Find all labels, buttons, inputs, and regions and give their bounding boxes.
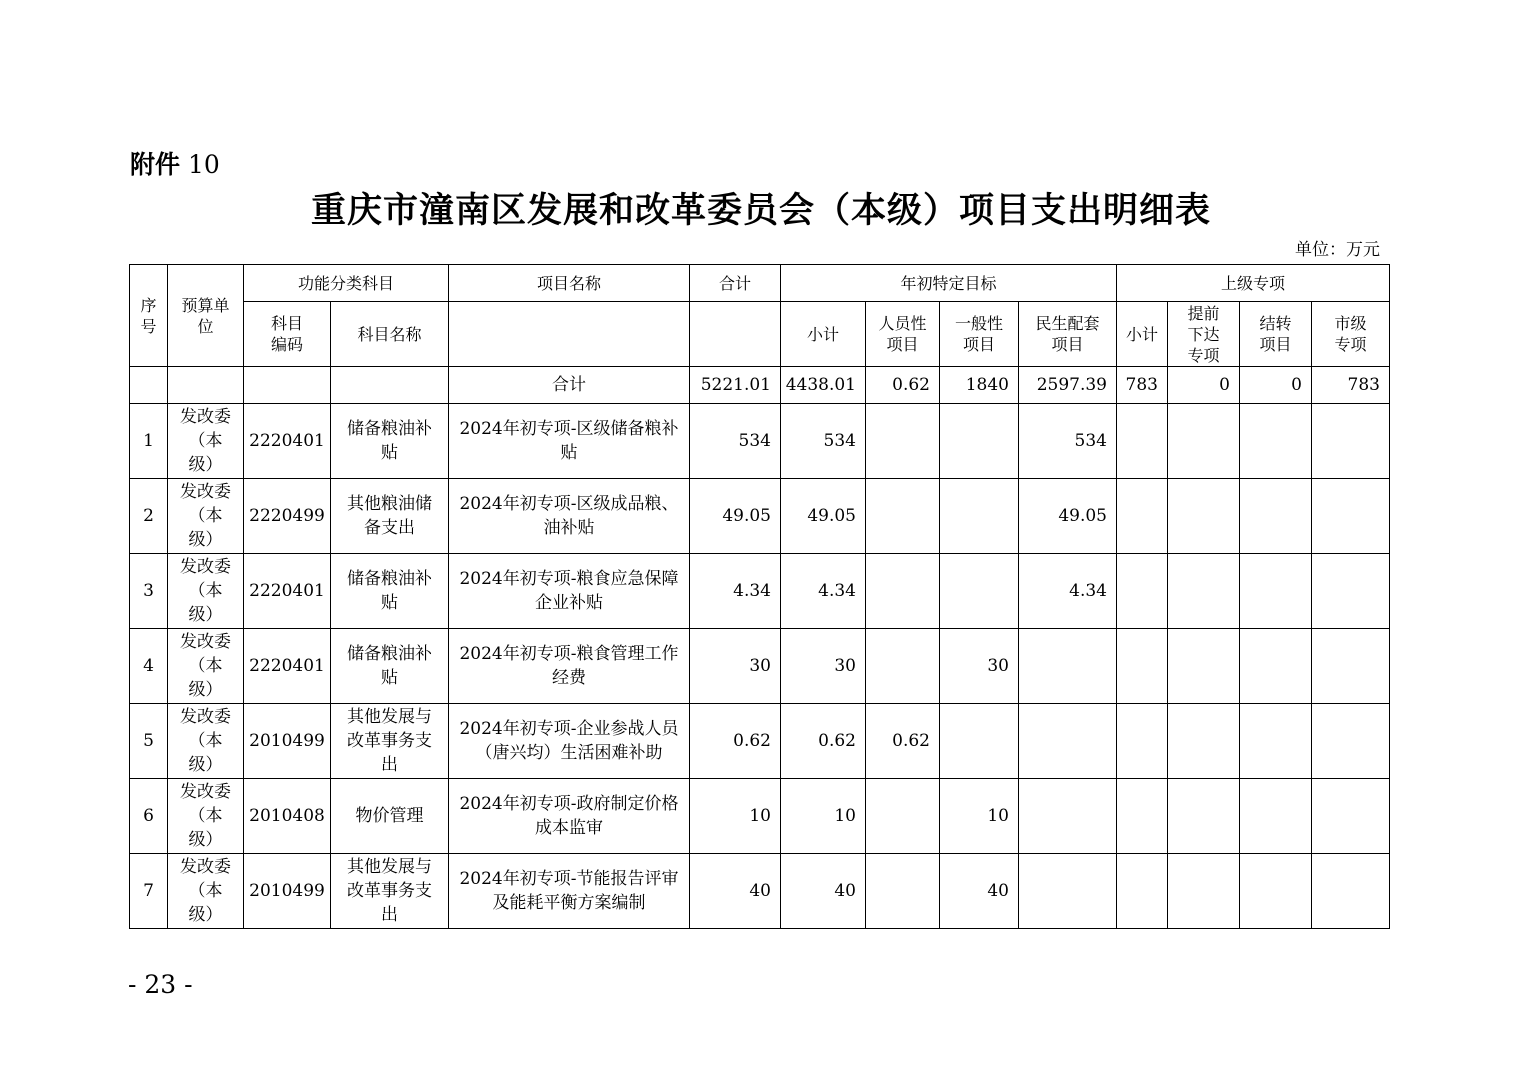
row-budget-unit: 发改委（本级）	[168, 554, 244, 629]
row-seq: 1	[130, 404, 168, 479]
header-budget-unit: 预算单位	[168, 265, 244, 367]
row-carryover	[1240, 629, 1312, 704]
attachment-word: 附件	[130, 150, 181, 179]
row-project-name: 2024年初专项-政府制定价格成本监审	[449, 779, 690, 854]
row-sup-subtotal	[1117, 854, 1168, 929]
row-advance	[1168, 854, 1240, 929]
table-row	[130, 554, 1390, 629]
row-subtotal: 10	[781, 779, 866, 854]
row-sup-subtotal	[1117, 404, 1168, 479]
unit-label: 单位：万元	[1295, 240, 1380, 260]
row-city	[1312, 704, 1390, 779]
row-advance	[1168, 554, 1240, 629]
header-empty-total	[690, 302, 781, 367]
header-superior-special: 上级专项	[1117, 265, 1390, 302]
row-subject-code: 2220401	[244, 404, 331, 479]
row-livelihood	[1019, 854, 1117, 929]
row-personnel: 0.62	[866, 704, 940, 779]
row-general	[940, 479, 1019, 554]
row-subject-code: 2010499	[244, 854, 331, 929]
expenditure-table	[129, 264, 1390, 929]
row-city	[1312, 554, 1390, 629]
row-budget-unit: 发改委（本级）	[168, 629, 244, 704]
row-general: 40	[940, 854, 1019, 929]
header-personnel: 人员性项目	[866, 302, 940, 367]
row-total: 30	[690, 629, 781, 704]
row-subject-name: 储备粮油补贴	[331, 404, 449, 479]
header-annual-target: 年初特定目标	[781, 265, 1117, 302]
total-subtotal: 4438.01	[781, 367, 866, 404]
total-total: 5221.01	[690, 367, 781, 404]
row-personnel	[866, 404, 940, 479]
total-row	[130, 367, 1390, 404]
total-general: 1840	[940, 367, 1019, 404]
row-carryover	[1240, 854, 1312, 929]
row-general	[940, 404, 1019, 479]
row-seq: 5	[130, 704, 168, 779]
row-subject-name: 其他发展与改革事务支出	[331, 704, 449, 779]
header-empty-project	[449, 302, 690, 367]
header-subtotal: 小计	[781, 302, 866, 367]
row-total: 10	[690, 779, 781, 854]
row-livelihood: 49.05	[1019, 479, 1117, 554]
header-sup-subtotal: 小计	[1117, 302, 1168, 367]
row-total: 4.34	[690, 554, 781, 629]
total-label: 合计	[449, 367, 690, 404]
header-city: 市级专项	[1312, 302, 1390, 367]
total-livelihood: 2597.39	[1019, 367, 1117, 404]
row-subject-code: 2220401	[244, 629, 331, 704]
header-seq: 序号	[130, 265, 168, 367]
table-row	[130, 704, 1390, 779]
row-livelihood: 534	[1019, 404, 1117, 479]
header-subject-name: 科目名称	[331, 302, 449, 367]
row-seq: 6	[130, 779, 168, 854]
row-project-name: 2024年初专项-区级储备粮补贴	[449, 404, 690, 479]
row-subject-code: 2010499	[244, 704, 331, 779]
header-advance: 提前下达专项	[1168, 302, 1240, 367]
row-city	[1312, 404, 1390, 479]
row-budget-unit: 发改委（本级）	[168, 404, 244, 479]
header-carryover: 结转项目	[1240, 302, 1312, 367]
row-carryover	[1240, 479, 1312, 554]
row-livelihood: 4.34	[1019, 554, 1117, 629]
header-project-name: 项目名称	[449, 265, 690, 302]
row-advance	[1168, 629, 1240, 704]
row-seq: 3	[130, 554, 168, 629]
row-general	[940, 554, 1019, 629]
row-personnel	[866, 779, 940, 854]
row-city	[1312, 629, 1390, 704]
row-project-name: 2024年初专项-企业参战人员（唐兴均）生活困难补助	[449, 704, 690, 779]
total-advance: 0	[1168, 367, 1240, 404]
header-livelihood: 民生配套项目	[1019, 302, 1117, 367]
row-general: 30	[940, 629, 1019, 704]
row-subject-code: 2220499	[244, 479, 331, 554]
row-city	[1312, 479, 1390, 554]
table-row	[130, 479, 1390, 554]
row-seq: 4	[130, 629, 168, 704]
row-subtotal: 40	[781, 854, 866, 929]
row-total: 534	[690, 404, 781, 479]
row-livelihood	[1019, 779, 1117, 854]
row-livelihood	[1019, 704, 1117, 779]
row-subtotal: 30	[781, 629, 866, 704]
row-budget-unit: 发改委（本级）	[168, 779, 244, 854]
table-row	[130, 854, 1390, 929]
row-advance	[1168, 779, 1240, 854]
attachment-number: 10	[187, 150, 220, 179]
row-livelihood	[1019, 629, 1117, 704]
row-sup-subtotal	[1117, 704, 1168, 779]
row-subtotal: 49.05	[781, 479, 866, 554]
row-advance	[1168, 704, 1240, 779]
row-seq: 7	[130, 854, 168, 929]
total-city: 783	[1312, 367, 1390, 404]
header-total: 合计	[690, 265, 781, 302]
row-subtotal: 534	[781, 404, 866, 479]
total-carryover: 0	[1240, 367, 1312, 404]
total-sup-subtotal: 783	[1117, 367, 1168, 404]
row-subject-name: 其他粮油储备支出	[331, 479, 449, 554]
row-carryover	[1240, 554, 1312, 629]
row-personnel	[866, 629, 940, 704]
row-sup-subtotal	[1117, 779, 1168, 854]
row-subject-name: 储备粮油补贴	[331, 629, 449, 704]
row-personnel	[866, 554, 940, 629]
row-budget-unit: 发改委（本级）	[168, 704, 244, 779]
row-general	[940, 704, 1019, 779]
table-row	[130, 404, 1390, 479]
row-project-name: 2024年初专项-粮食应急保障企业补贴	[449, 554, 690, 629]
row-project-name: 2024年初专项-粮食管理工作经费	[449, 629, 690, 704]
row-carryover	[1240, 779, 1312, 854]
row-project-name: 2024年初专项-区级成品粮、油补贴	[449, 479, 690, 554]
row-personnel	[866, 479, 940, 554]
row-subtotal: 0.62	[781, 704, 866, 779]
header-subject-code: 科目编码	[244, 302, 331, 367]
row-subtotal: 4.34	[781, 554, 866, 629]
row-subject-name: 储备粮油补贴	[331, 554, 449, 629]
attachment-label	[130, 145, 220, 181]
header-general: 一般性项目	[940, 302, 1019, 367]
row-seq: 2	[130, 479, 168, 554]
table-row	[130, 779, 1390, 854]
row-carryover	[1240, 404, 1312, 479]
row-personnel	[866, 854, 940, 929]
row-budget-unit: 发改委（本级）	[168, 854, 244, 929]
row-advance	[1168, 479, 1240, 554]
header-row-1	[130, 265, 1390, 302]
header-func-class: 功能分类科目	[244, 265, 449, 302]
header-row-2	[130, 302, 1390, 367]
row-subject-name: 物价管理	[331, 779, 449, 854]
row-city	[1312, 854, 1390, 929]
total-personnel: 0.62	[866, 367, 940, 404]
page-title: 重庆市潼南区发展和改革委员会（本级）项目支出明细表	[310, 191, 1211, 231]
page-number: - 23 -	[128, 970, 193, 999]
row-subject-code: 2010408	[244, 779, 331, 854]
row-carryover	[1240, 704, 1312, 779]
table-row	[130, 629, 1390, 704]
row-subject-code: 2220401	[244, 554, 331, 629]
row-city	[1312, 779, 1390, 854]
row-advance	[1168, 404, 1240, 479]
row-general: 10	[940, 779, 1019, 854]
row-total: 49.05	[690, 479, 781, 554]
row-total: 0.62	[690, 704, 781, 779]
row-project-name: 2024年初专项-节能报告评审及能耗平衡方案编制	[449, 854, 690, 929]
row-subject-name: 其他发展与改革事务支出	[331, 854, 449, 929]
row-sup-subtotal	[1117, 629, 1168, 704]
row-total: 40	[690, 854, 781, 929]
row-sup-subtotal	[1117, 479, 1168, 554]
row-budget-unit: 发改委（本级）	[168, 479, 244, 554]
row-sup-subtotal	[1117, 554, 1168, 629]
